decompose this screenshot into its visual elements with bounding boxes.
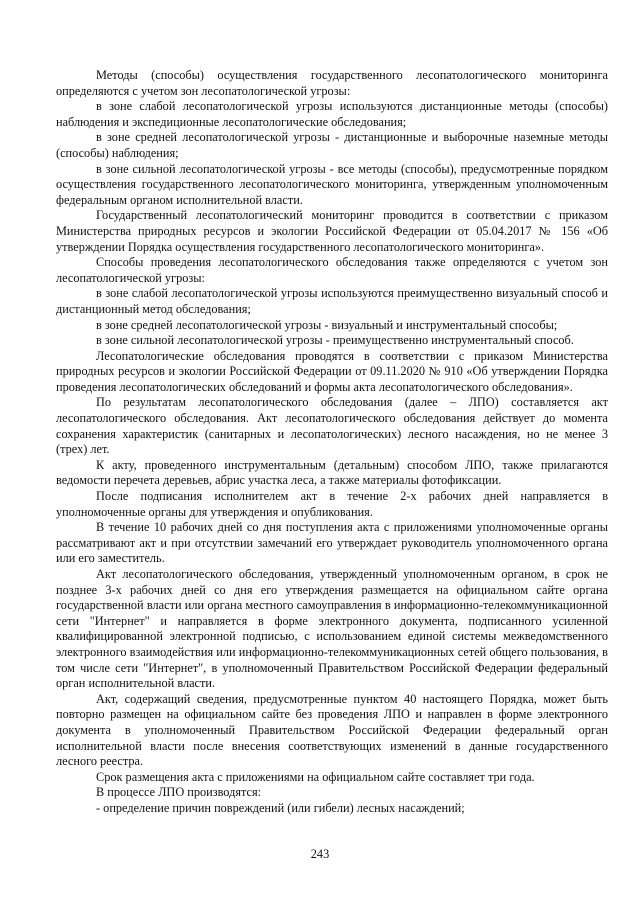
paragraph-act-publication: Акт лесопатологического обследования, утвержденный уполномоченным органом, в срок не позднее 3-х рабочих дней со дня его утверждения размещается на официальном сайте органа государственной власти или органа местного самоуправления в информационно-телекоммуникационной сети "Интернет" и направляется в форме электронного документа, подписанного усиленной квалифицированной электронной подписью, с использованием единой системы межведомственного электронного взаимодействия или информационно-телекоммуникационных сетей общего пользования, в том числе сети "Интернет", в уполномоченный Правительством Российской Федерации федеральный орган исполнительной власти. [56,567,608,691]
paragraph-medium-threat-zone: в зоне средней лесопатологической угрозы - дистанционные и выборочные наземные методы (способы) наблюдения; [56,130,608,160]
paragraph-survey-methods: Способы проведения лесопатологического обследования также определяются с учетом зон лесопатологической угрозы: [56,255,608,285]
paragraph-monitoring-order: Государственный лесопатологический мониторинг проводится в соответствии с приказом Министерства природных ресурсов и экологии Российской Федерации от 05.04.2017 № 156 «Об утверждении Порядка осуществления государственного лесопатологического мониторинга». [56,208,608,254]
paragraph-survey-activities-intro: В процессе ЛПО производятся: [96,785,262,800]
paragraph-monitoring-methods: Методы (способы) осуществления государственного лесопатологического мониторинга определяются с учетом зон лесопатологической угрозы: [56,68,608,98]
paragraph-act-review: В течение 10 рабочих дней со дня поступления акта с приложениями уполномоченные органы рассматривают акт и при отсутствии замечаний его утверждает руководитель уполномоченного органа или его заместитель. [56,520,608,566]
paragraph-strong-threat-zone: в зоне сильной лесопатологической угрозы - все методы (способы), предусмотренные порядком осуществления государственного лесопатологического мониторинга, утвержденным уполномоченным федеральным органом исполнительной власти. [56,161,608,207]
document-body [56,68,608,817]
list-item-damage-causes: - определение причин повреждений (или гибели) лесных насаждений; [96,800,465,815]
paragraph-publication-term: Срок размещения акта с приложениями на официальном сайте составляет три года. [96,769,535,784]
paragraph-survey-medium-zone: в зоне средней лесопатологической угрозы - визуальный и инструментальный способы; [96,317,558,332]
paragraph-act-signing: После подписания исполнителем акт в течение 2-х рабочих дней направляется в уполномоченные органы для утверждения и опубликования. [56,489,608,519]
paragraph-act-attachments: К акту, проведенного инструментальным (детальным) способом ЛПО, также прилагаются ведомости перечета деревьев, абрис участка леса, а также материалы фотофиксации. [56,457,608,488]
paragraph-survey-weak-zone: в зоне слабой лесопатологической угрозы используются преимущественно визуальный способ и дистанционный метод обследования; [56,286,608,316]
paragraph-survey-act: По результатам лесопатологического обследования (далее – ЛПО) составляется акт лесопатологического обследования. Акт лесопатологического обследования действует до момента сохранения характеристик (санитарных и лесопатологических) лесного насаждения, но не менее 3 (трех) лет. [56,395,608,457]
page-number: 243 [310,847,330,861]
paragraph-act-republication: Акт, содержащий сведения, предусмотренные пунктом 40 настоящего Порядка, может быть повторно размещен на официальном сайте без проведения ЛПО и направлен в форме электронного документа в уполномоченный Правительством Российской Федерации федеральный орган исполнительной власти после внесения соответствующих изменений в данные государственного лесного реестра. [56,691,608,769]
paragraph-survey-strong-zone: в зоне сильной лесопатологической угрозы - преимущественно инструментальный способ. [96,333,574,348]
paragraph-survey-order: Лесопатологические обследования проводятся в соответствии с приказом Министерства природных ресурсов и экологии Российской Федерации от 09.11.2020 № 910 «Об утверждении Порядка проведения лесопатологических обследований и формы акта лесопатологического обследования». [56,348,608,394]
paragraph-weak-threat-zone: в зоне слабой лесопатологической угрозы используются дистанционные методы (способы) наблюдения и экспедиционные лесопатологические обследования; [56,99,608,129]
